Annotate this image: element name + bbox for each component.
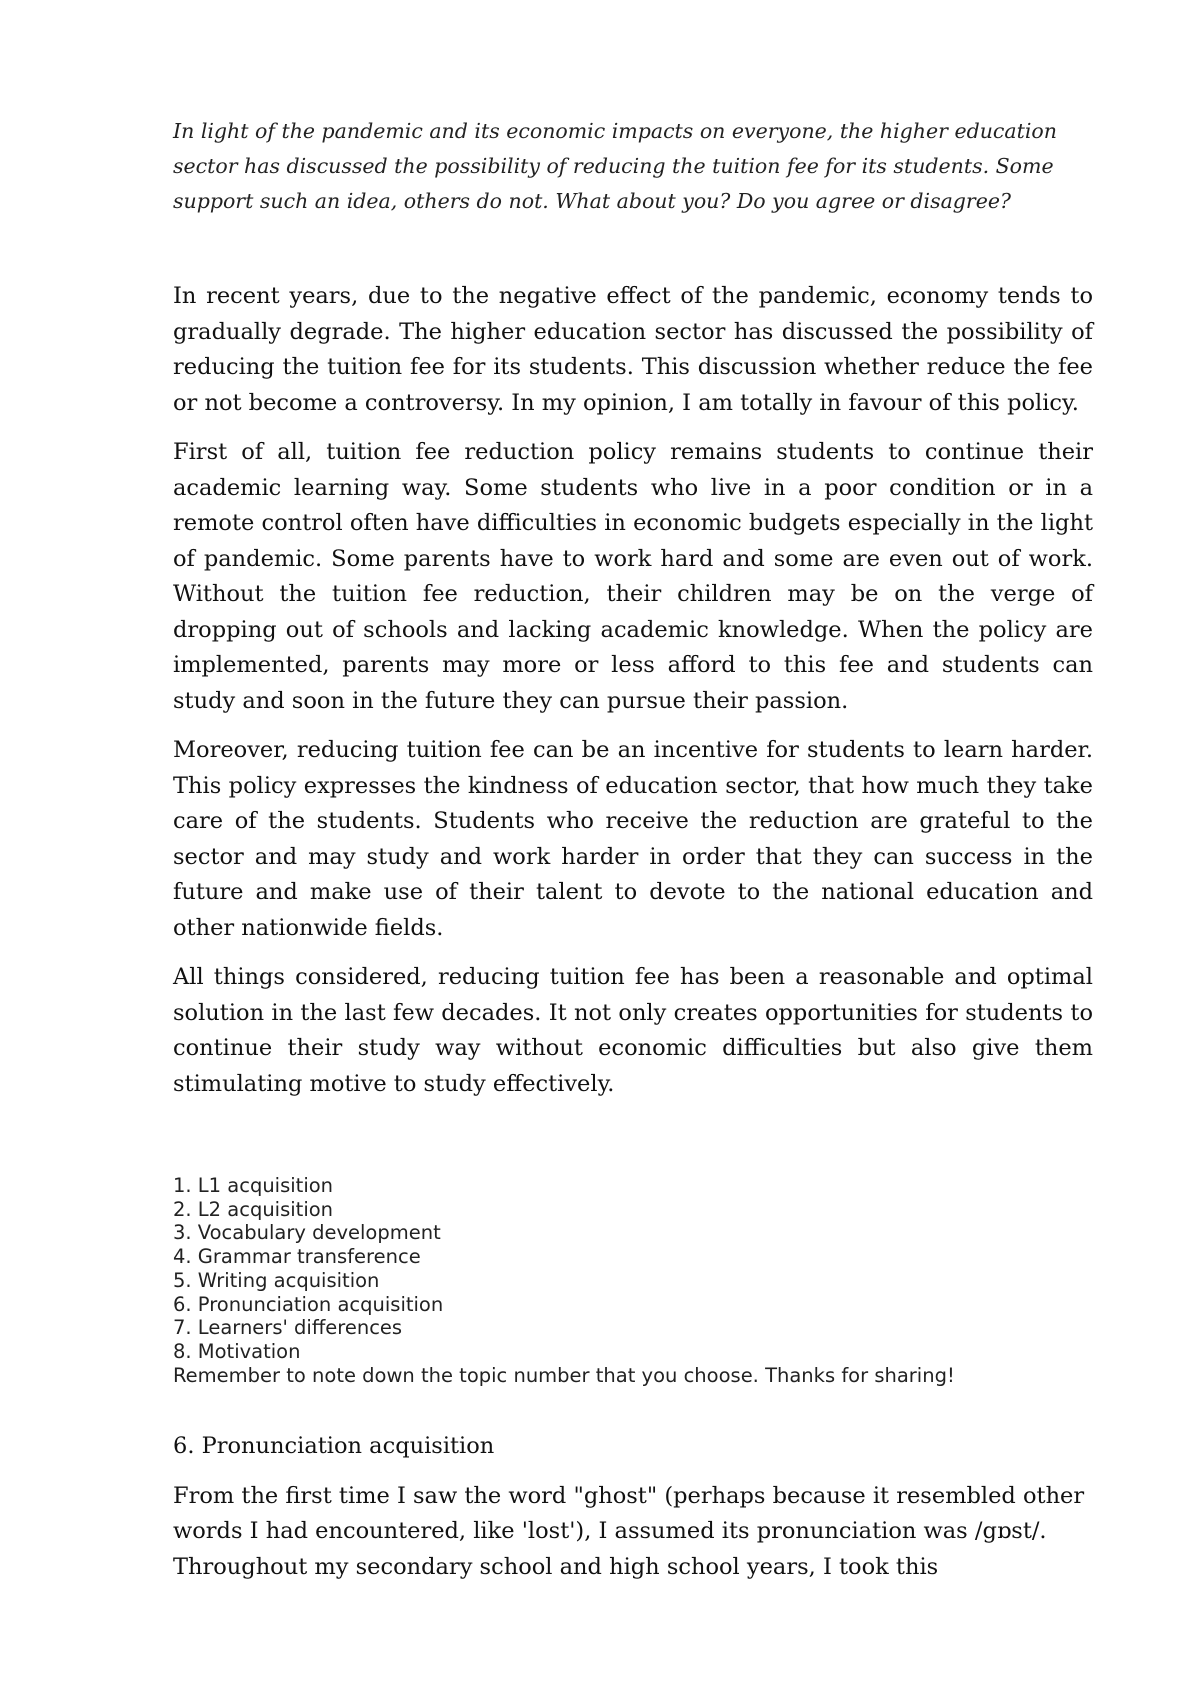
topic-item: 5. Writing acquisition	[173, 1268, 380, 1292]
topic-item: 8. Motivation	[173, 1339, 301, 1363]
essay-paragraph: First of all, tuition fee reduction policy remains students to continue their academic learning way. Some students who live in a poor condition or in a remote control often have difficulties in economic budgets especially in the light of pandemic. Some parents have to work hard and some are even out of work. Without the tuition fee reduction, their children may be on the verge of dropping out of schools and lacking academic knowledge. When the policy are implemented, parents may more or less afford to this fee and students can study and soon in the future they can pursue their passion.	[173, 439, 1093, 714]
essay-paragraph: In recent years, due to the negative effect of the pandemic, economy tends to gradually degrade. The higher education sector has discussed the possibility of reducing the tuition fee for its students. This discussion whether reduce the fee or not become a controversy. In my opinion, I am totally in favour of this policy.	[173, 283, 1093, 416]
topic-item: 6. Pronunciation acquisition	[173, 1292, 444, 1316]
topic-item: 3. Vocabulary development	[173, 1221, 441, 1245]
topic-list	[173, 1174, 1093, 1364]
topic-response: From the first time I saw the word "ghost" (perhaps because it resembled other words I had encountered, like 'lost'), I assumed its pronunciation was /gɒst/. Throughout my secondary school and high school years, I took this	[173, 1482, 1085, 1580]
essay-prompt: In light of the pandemic and its economic impacts on everyone, the higher education sector has discussed the possibility of reducing the tuition fee for its students. Some support such an idea, others do not. What about you? Do you agree or disagree?	[173, 119, 1057, 213]
topic-item: 1. L1 acquisition	[173, 1174, 334, 1197]
essay-paragraph: Moreover, reducing tuition fee can be an incentive for students to learn harder. This policy expresses the kindness of education sector, that how much they take care of the students. Students who receive the reduction are grateful to the sector and may study and work harder in order that they can success in the future and make use of their talent to devote to the national education and other nationwide fields.	[173, 737, 1093, 941]
topic-instruction: Remember to note down the topic number that you choose. Thanks for sharing!	[173, 1363, 955, 1387]
topic-item: 7. Learners' differences	[173, 1316, 403, 1340]
essay-body	[173, 279, 1093, 1102]
essay-paragraph: All things considered, reducing tuition fee has been a reasonable and optimal solution in the last few decades. It not only creates opportunities for students to continue their study way without economic difficulties but also give them stimulating motive to study effectively.	[173, 964, 1093, 1097]
document-page	[173, 114, 1093, 1585]
chosen-topic-heading: 6. Pronunciation acquisition	[173, 1433, 495, 1460]
topic-item: 4. Grammar transference	[173, 1245, 421, 1269]
topic-item: 2. L2 acquisition	[173, 1197, 334, 1221]
